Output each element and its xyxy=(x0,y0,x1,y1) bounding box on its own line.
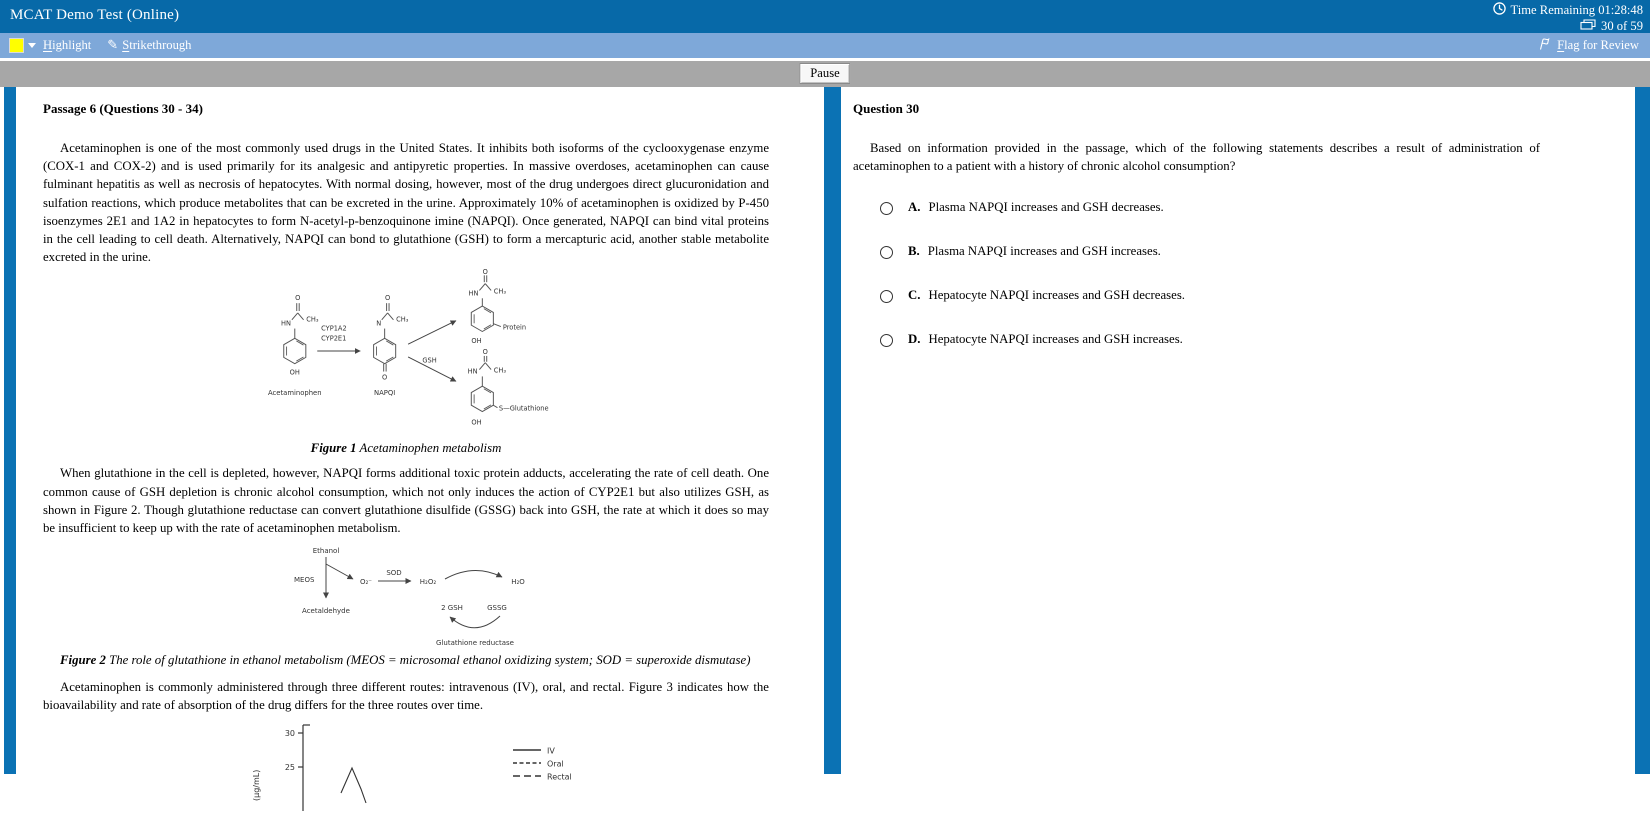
figure3-ytick-25: 25 xyxy=(284,762,295,772)
pencil-icon: ✎ xyxy=(107,38,119,53)
left-edge-bar xyxy=(4,87,16,774)
figure3-legend-iv: IV xyxy=(547,746,555,756)
highlight-label: Highlight xyxy=(43,38,92,52)
atom-label: HN xyxy=(467,367,478,376)
figure1-caption-label: Figure 1 xyxy=(310,441,357,456)
figure2-reductase-label: Glutathione reductase xyxy=(436,639,514,648)
figure1-enzyme2-label: CYP2E1 xyxy=(321,334,347,343)
highlight-color-dropdown-icon[interactable] xyxy=(28,43,36,48)
option-a[interactable] xyxy=(880,200,1540,215)
passage-paragraph-2: When glutathione in the cell is depleted, however, NAPQI forms additional toxic protein adducts, accelerating the rate of cell death. One common cause of GSH depletion is chronic alcohol consumption, which not only induces the action of CYP2E1 but also utilizes GSH, as shown in Figure 2. Though glutathione reductase can convert glutathione disulfide (GSSG) back into GSH, the rate at which it does so may be insufficient to keep up with the rate of acetaminophen metabolism. xyxy=(43,466,769,536)
option-b[interactable] xyxy=(880,244,1540,259)
figure2-caption xyxy=(60,653,769,668)
strikethrough-button[interactable] xyxy=(107,38,191,53)
figure1-glutathione-label: S—Glutathione xyxy=(498,405,549,414)
exam-status-area xyxy=(1493,2,1643,34)
answer-options xyxy=(853,200,1540,347)
panel-divider xyxy=(824,87,841,774)
atom-label: N xyxy=(376,320,382,329)
option-a-letter: A. xyxy=(908,200,921,215)
option-b-radio[interactable] xyxy=(880,246,893,259)
flag-for-review-button[interactable] xyxy=(1537,37,1639,54)
question-heading: Question 30 xyxy=(853,101,920,116)
figure1-intermediate-label: NAPQI xyxy=(374,389,396,398)
option-a-text: Plasma NAPQI increases and GSH decreases. xyxy=(928,200,1164,215)
figure2-caption-text: The role of glutathione in ethanol metabolism (MEOS = microsomal ethanol oxidizing system; SOD = superoxide dismutase) xyxy=(109,653,751,668)
figure1-gsh-label: GSH xyxy=(422,357,437,366)
exam-title: MCAT Demo Test (Online) xyxy=(10,7,180,23)
flag-icon xyxy=(1537,37,1553,54)
option-b-text: Plasma NAPQI increases and GSH increases. xyxy=(927,244,1161,259)
figure1-caption xyxy=(43,441,769,456)
title-bar xyxy=(0,0,1650,33)
atom-label: O xyxy=(482,268,488,277)
atom-label: OH xyxy=(471,337,482,346)
option-c[interactable] xyxy=(880,288,1540,303)
figure3-chart xyxy=(245,721,769,816)
figure3-legend-oral: Oral xyxy=(547,759,564,769)
option-a-radio[interactable] xyxy=(880,202,893,215)
pause-bar xyxy=(0,61,1650,87)
option-d-text: Hepatocyte NAPQI increases and GSH increases. xyxy=(928,332,1183,347)
figure2-gssg-label: GSSG xyxy=(487,604,507,613)
question-text: Based on information provided in the passage, which of the following statements describes a result of administration of acetaminophen to a patient with a history of chronic alcohol consumption? xyxy=(853,141,1540,174)
figure1-reactant-label: Acetaminophen xyxy=(267,389,322,398)
figure2-caption-label: Figure 2 xyxy=(60,653,106,668)
content-area xyxy=(0,87,1650,801)
atom-label: CH₃ xyxy=(396,316,409,325)
passage-paragraph-3: Acetaminophen is commonly administered through three different routes: intravenous (IV), oral, and rectal. Figure 3 indicates how the bioavailability and rate of absorption of the drug differs for the three routes over time. xyxy=(43,680,769,713)
figure2-2gsh-label: 2 GSH xyxy=(441,604,463,613)
option-d[interactable] xyxy=(880,332,1540,347)
figure1-protein-label: Protein xyxy=(502,323,527,332)
atom-label: CH₃ xyxy=(493,287,507,296)
figure2-sod-label: SOD xyxy=(386,569,402,578)
figure2-h2o2-label: H₂O₂ xyxy=(419,578,437,587)
figure2-acetaldehyde-label: Acetaldehyde xyxy=(302,607,350,616)
strikethrough-label: Strikethrough xyxy=(122,38,192,52)
atom-label: O xyxy=(384,294,391,303)
figure3-legend-rectal: Rectal xyxy=(547,772,572,782)
figure1-caption-text: Acetaminophen metabolism xyxy=(359,441,502,456)
atom-label: O xyxy=(482,348,488,357)
option-d-radio[interactable] xyxy=(880,334,893,347)
question-progress: 30 of 59 xyxy=(1601,19,1643,33)
option-c-letter: C. xyxy=(908,288,921,303)
highlight-color-swatch[interactable] xyxy=(9,38,24,53)
atom-label: O xyxy=(295,294,301,303)
atom-label: HN xyxy=(281,320,291,329)
figure1-diagram xyxy=(262,268,769,441)
atom-label: OH xyxy=(289,368,300,377)
figure2-superoxide-label: O₂⁻ xyxy=(359,578,373,587)
highlight-button[interactable] xyxy=(43,38,91,53)
option-b-letter: B. xyxy=(908,244,920,259)
atom-label: O xyxy=(382,373,388,382)
pause-button[interactable]: Pause xyxy=(799,63,850,84)
right-edge-bar xyxy=(1635,87,1650,774)
figure3-ylabel-partial: (µg/mL) xyxy=(252,769,261,801)
passage-paragraph-1: Acetaminophen is one of the most commonly used drugs in the United States. It inhibits both isoforms of the cyclooxygenase enzyme (COX-1 and COX-2) and is used primarily for its analgesic and antipyretic properties. In massive overdoses, acetaminophen can cause fulminant hepatitis as well as necrosis of hepatocytes. With normal dosing, however, most of the drug undergoes direct glucuronidation and sulfation reactions, which produce metabolites that can be excreted in the urine. Approximately 10% of acetaminophen is oxidized by P-450 isoenzymes 2E1 and 1A2 in hepatocytes to form N-acetyl-p-benzoquinone imine (NAPQI). Once generated, NAPQI can bind vital proteins in the cell leading to cell death. Alternatively, NAPQI can bond to glutathione (GSH) to form a mercapturic acid, another stable metabolite excreted in the urine. xyxy=(43,141,769,265)
time-remaining: Time Remaining 01:28:48 xyxy=(1510,3,1643,17)
atom-label: OH xyxy=(471,418,482,427)
option-c-text: Hepatocyte NAPQI increases and GSH decreases. xyxy=(928,288,1186,303)
figure1-enzyme1-label: CYP1A2 xyxy=(321,324,347,333)
passage-heading: Passage 6 (Questions 30 - 34) xyxy=(43,101,203,116)
pages-icon xyxy=(1580,19,1596,34)
annotation-toolbar xyxy=(0,33,1650,58)
atom-label: HN xyxy=(468,289,479,298)
figure3-ytick-30: 30 xyxy=(284,728,295,738)
atom-label: CH₃ xyxy=(306,316,319,325)
figure2-ethanol-label: Ethanol xyxy=(312,547,340,556)
figure2-meos-label: MEOS xyxy=(294,576,315,585)
passage-panel xyxy=(16,87,824,801)
flag-label: Flag for Review xyxy=(1557,38,1639,52)
option-d-letter: D. xyxy=(908,332,921,347)
figure2-h2o-label: H₂O xyxy=(511,578,525,587)
clock-icon xyxy=(1493,2,1506,19)
option-c-radio[interactable] xyxy=(880,290,893,303)
atom-label: CH₃ xyxy=(493,366,507,375)
figure2-diagram xyxy=(292,543,769,653)
question-panel xyxy=(841,87,1635,774)
